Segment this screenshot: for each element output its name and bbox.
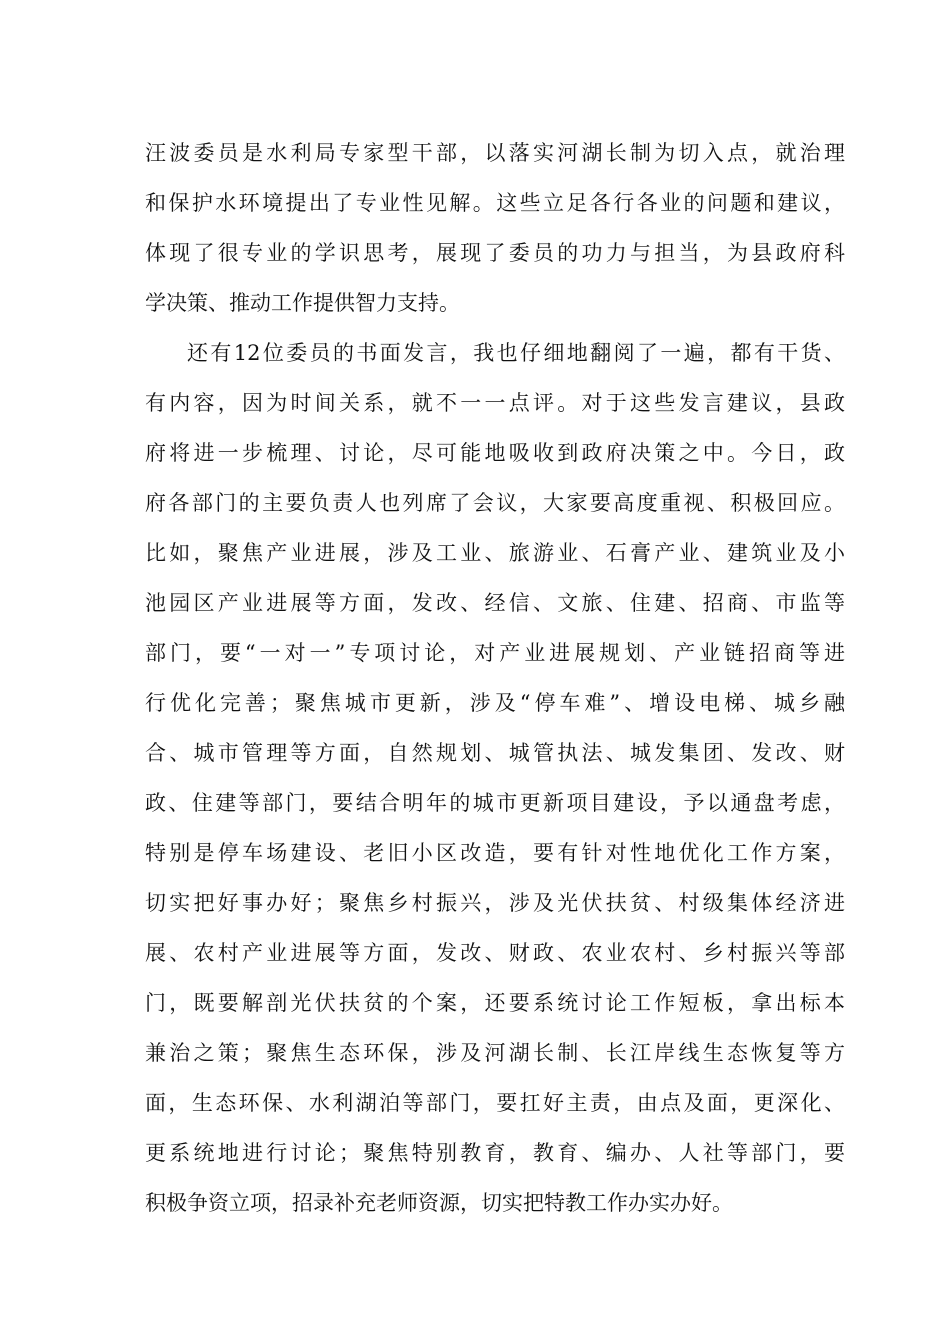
paragraph-2-line-2: 有内容，因为时间关系，就不一一点评。对于这些发言建议，县政 <box>145 391 845 415</box>
paragraph-2-line-13: 展、农村产业进展等方面，发改、财政、农业农村、乡村振兴等部 <box>145 941 845 965</box>
paragraph-2-line-1: 还有12位委员的书面发言，我也仔细地翻阅了一遍，都有干货、 <box>187 341 845 365</box>
paragraph-2-line-6: 池园区产业进展等方面，发改、经信、文旅、住建、招商、市监等 <box>145 591 845 615</box>
paragraph-2-line-14: 门，既要解剖光伏扶贫的个案，还要系统讨论工作短板，拿出标本 <box>145 991 845 1015</box>
paragraph-1-line-1: 汪波委员是水利局专家型干部，以落实河湖长制为切入点，就治理 <box>145 141 845 165</box>
paragraph-2-line-12: 切实把好事办好；聚焦乡村振兴，涉及光伏扶贫、村级集体经济进 <box>145 891 845 915</box>
document-body <box>145 128 845 1228</box>
paragraph-2-line-5: 比如，聚焦产业进展，涉及工业、旅游业、石膏产业、建筑业及小 <box>145 541 845 565</box>
paragraph-1-line-2: 和保护水环境提出了专业性见解。这些立足各行各业的问题和建议， <box>145 191 845 215</box>
paragraph-2-line-3: 府将进一步梳理、讨论，尽可能地吸收到政府决策之中。今日，政 <box>145 441 845 465</box>
paragraph-2-line-17: 更系统地进行讨论；聚焦特别教育，教育、编办、人社等部门，要 <box>145 1141 845 1165</box>
paragraph-1-line-3: 体现了很专业的学识思考，展现了委员的功力与担当，为县政府科 <box>145 241 845 265</box>
paragraph-2-line-18: 积极争资立项，招录补充老师资源，切实把特教工作办实办好。 <box>145 1191 733 1215</box>
paragraph-2-line-16: 面，生态环保、水利湖泊等部门，要扛好主责，由点及面，更深化、 <box>145 1091 845 1115</box>
paragraph-2-line-7: 部门，要“一对一”专项讨论，对产业进展规划、产业链招商等进 <box>145 641 845 665</box>
paragraph-2-line-15: 兼治之策；聚焦生态环保，涉及河湖长制、长江岸线生态恢复等方 <box>145 1041 845 1065</box>
paragraph-1-line-4: 学决策、推动工作提供智力支持。 <box>145 291 460 315</box>
paragraph-2-line-8: 行优化完善；聚焦城市更新，涉及“停车难”、增设电梯、城乡融 <box>145 691 845 715</box>
paragraph-2-line-10: 政、住建等部门，要结合明年的城市更新项目建设，予以通盘考虑， <box>145 791 845 815</box>
paragraph-2-line-11: 特别是停车场建设、老旧小区改造，要有针对性地优化工作方案， <box>145 841 845 865</box>
paragraph-2-line-9: 合、城市管理等方面，自然规划、城管执法、城发集团、发改、财 <box>145 741 845 765</box>
paragraph-2-line-4: 府各部门的主要负责人也列席了会议，大家要高度重视、积极回应。 <box>145 491 845 515</box>
